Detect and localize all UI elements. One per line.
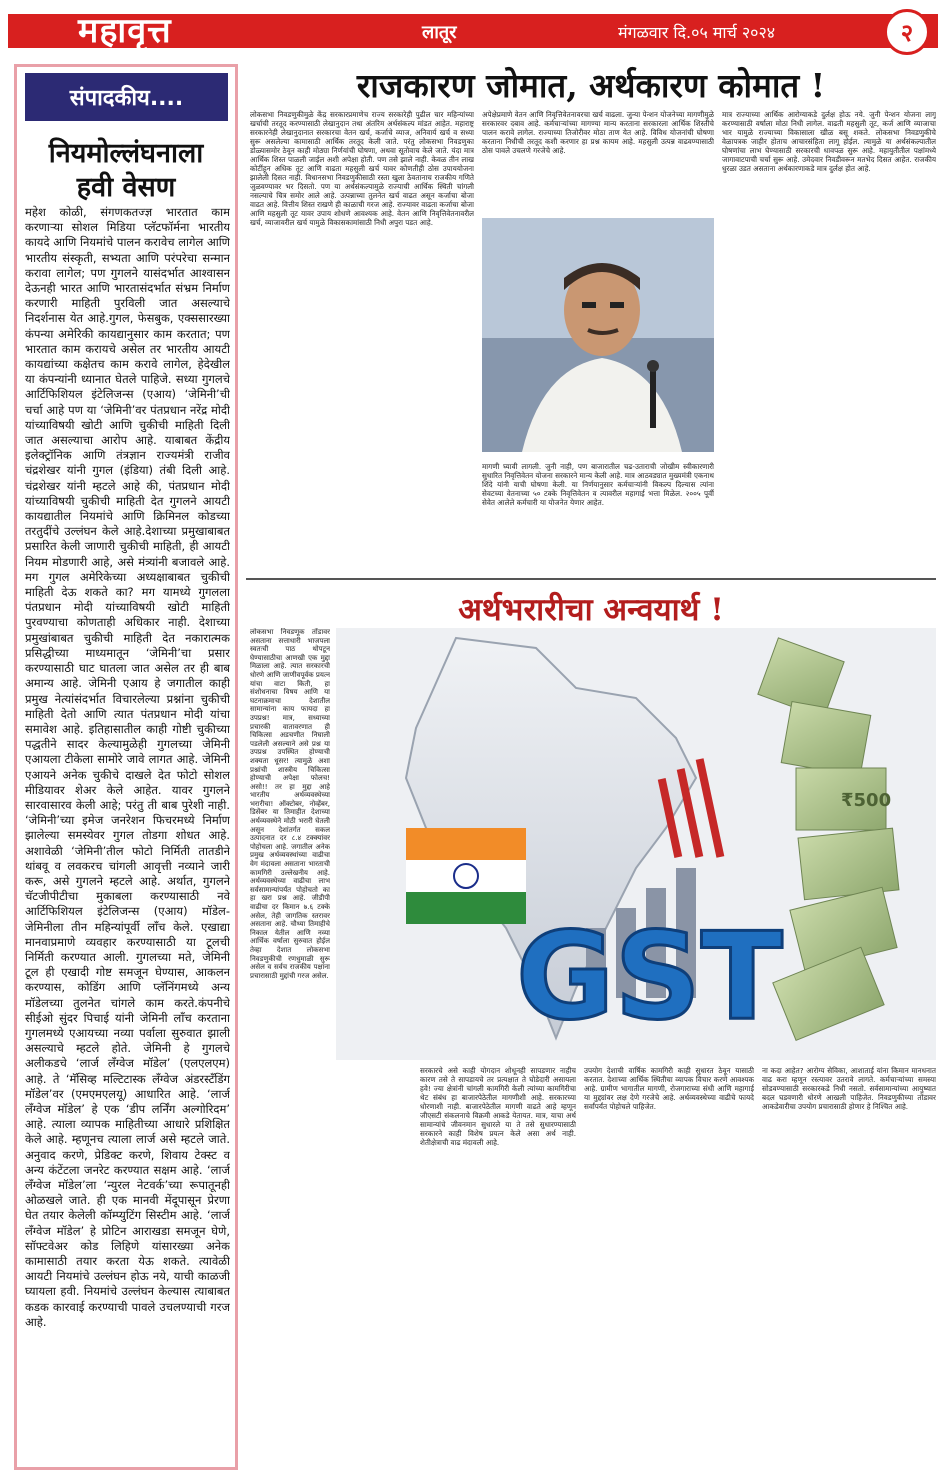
story1-col3: मात्र राज्याच्या आर्थिक आरोग्याकडे दुर्लक्ष होऊ नये. जुनी पेन्शन योजना लागू करण्यासाठी वर्षाला मोठा निधी लागेल. वाढती महसुली तूट, कर्ज आणि व्याजाचा भार यामुळे राज्याच्या विकासाला खीळ बसू शकते. लोकसभा निवडणुकीचे वेळापत्रक जाहीर होताच आचारसंहिता लागू होईल. त्यामुळे या अर्थसंकल्पातील घोषणांचा लाभ घेण्यासाठी सरकारची धावपळ सुरू आहे. महायुतीतील पक्षांमध्ये जागावाटपाची चर्चा सुरू आहे. उमेदवार निवडीवरून मतभेद दिसत आहेत. राजकीय धुरळा उडत असताना अर्थकारणाकडे मात्र दुर्लक्ष होत आहे. — [722, 110, 936, 173]
story1-col2-lower: मागणी घ्यावी लागली. जुनी नाही, पण बाजारातील चढ-उताराची जोखीम स्वीकारणारी सुधारित निवृत्तिवेतन योजना सरकारने मान्य केली आहे. मात्र आठवड्यात मुख्यमंत्री एकनाथ शिंदे यांनी याची घोषणा केली. या निर्णयानुसार कर्मचार्‍यांनी विकल्प दिल्यास त्यांना सेवटच्या वेतनाच्या ५० टक्के निवृत्तिवेतन व त्यावरील महागाई भत्ता मिळेल. २००५ पूर्वी सेवेत आलेले कर्मचारी या योजनेत येणार आहेत. — [482, 462, 714, 507]
gst-letters: GST — [516, 908, 783, 1047]
gst-india-map-icon — [336, 628, 936, 1060]
page-number: २ — [884, 9, 930, 55]
paper-name: महावृत्त — [78, 11, 172, 51]
story1-col1: लोकसभा निवडणुकीमुळे केंद्र सरकारप्रमाणेच राज्य सरकारेही पुढील चार महिन्यांच्या खर्चाची तरतूद करण्यासाठी लेखानुदान तथा अंतरिम अर्थसंकल्प मांडत आहेत. महाराष्ट्र सरकारनेही लेखानुदानात सरकारचा वेतन खर्च, कर्जाचे व्याज, अनिवार्य खर्च व सध्या सुरू असलेल्या कामासाठी आर्थिक तरतूद केली जाते. परंतु लोकसभा निवडणुका डोळ्यासमोर ठेवून काही मोठ्या निर्णयांची घोषणा, अथवा सूतोवाच केले जाते. यंदा मात्र आर्थिक शिस्त पाळली जाईल अशी अपेक्षा होती. पण तसे झाले नाही. केवळ तीन लाख कोटींहून अधिक तूट आणि वाढता महसुली खर्च यावर कोणतीही ठोस उपाययोजना झालेली दिसत नाही. विधानसभा निवडणुकीसाठी रस्ता खुला ठेवतानाच राजकीय गणिते जुळवण्यावर भर दिसतो. पण या अर्थसंकल्पामुळे राज्याची आर्थिक स्थिती चांगली नसल्याचे चित्र समोर आले आहे. उत्पन्नाच्या तुलनेत खर्च वाढत असून कर्जाचा बोजा वाढत आहे. वित्तीय शिस्त राखणे ही काळाची गरज आहे. राज्यावर वाढता कर्जाचा बोजा आणि महसुली तूट यावर उपाय शोधणे आवश्यक आहे. वेतन आणि निवृत्तिवेतनावरील खर्च, व्याजावरील खर्च यामुळे विकासकामांसाठी निधी अपुरा पडत आहे. — [250, 110, 474, 227]
edition-city: लातूर — [422, 22, 457, 43]
story2-col1: लोकसभा निवडणूक तोंडावर असताना सत्ताधारी भाजपला स्वतःची पाठ थोपटून घेण्यासाठीचा आणखी एक मुद्दा मिळाला आहे. त्यात सरकारची धोरणे आणि जाणीवपूर्वक प्रयत्न यांचा वाटा किती, हा संशोधनाचा विषय आणि या घटनाक्रमाचा देशातील सामान्यांना काय फायदा हा उपप्रश्न! मात्र, सध्याच्या प्रचारकी वातावरणात ही चिकित्सा अडचणीत निघाली पडलेली असल्याने असे प्रश्न या उपप्रश्न उपस्थित होण्याची शक्यता धूसर! त्यामुळे अशा प्रश्नांची शास्त्रीय चिकित्सा होण्याची अपेक्षा फोलच! असो!! तर हा मुद्दा आहे भारतीय अर्थव्यवस्थेच्या भरारीचा! ऑक्टोबर, नोव्हेंबर, डिसेंबर या तिमाहीत देशाच्या अर्थव्यवस्थेने मोठी भरारी घेतली असून देशांतर्गत सकल उत्पादनात दर ८.४ टक्क्यांवर पोहोचला आहे. जगातील अनेक प्रमुख अर्थव्यवस्थांच्या वाढीचा वेग मंदावला असताना भारताची कामगिरी उल्लेखनीय आहे. अर्थव्यवस्थेच्या वाढीचा लाभ सर्वसामान्यांपर्यंत पोहोचतो का हा खरा प्रश्न आहे. जीडीपी वाढीचा दर किमान ७.६ टक्के असेल, तेही जागतिक स्तरावर असताना आहे. चौथ्या तिमाहीचे निकाल येतील आणि नव्या आर्थिक वर्षाला सुरुवात होईल तेव्हा देशात लोकसभा निवडणुकीची रणधुमाळी सुरू असेल व सर्वच राजकीय पक्षांना प्रचारासाठी मुद्दांची गरज असेल. — [250, 628, 330, 980]
editorial-headline — [21, 137, 231, 205]
editorial-body: महेश कोळी, संगणकतज्ज्ञ भारतात काम करणार्‍या सोशल मिडिया प्लॅटफॉर्मना भारतीय कायदे आणि नियमांचे पालन करावेच लागेल आणि भारतीय संस्कृती, सभ्यता आणि परंपरेचा सन्मान करावा लागेल; पण गुगलने यासंदर्भात आश्वासन देऊनही भारत आणि भारतासंदर्भात संभ्रम निर्माण करणारी माहिती पुरविली जात असल्याचे निदर्शनास येत आहे.गुगल, फेसबुक, एक्ससारख्या कंपन्या अमेरिकी कायद्यानुसार काम करतात; पण भारतात काम करायचे असेल तर भारतीय आयटी कायद्यांच्या कक्षेतच काम करावे लागेल, हेदेखील या कंपन्यांनी ध्यानात घेतले पाहिजे. सध्या गुगलचे आर्टिफिशियल इंटेलिजन्स (एआय) ‘जेमिनी’ची चर्चा आहे पण या ‘जेमिनी’वर पंतप्रधान नरेंद्र मोदी यांच्याविषयी खोटी आणि चुकीची माहिती दिली जात असल्याचा आरोप आहे. याबाबत केंद्रीय इलेक्ट्रॉनिक आणि तंत्रज्ञान राज्यमंत्री राजीव चंद्रशेखर यांनी गुगल (इंडिया) तंबी दिली आहे. चंद्रशेखर यांनी म्हटले आहे की, पंतप्रधान मोदी यांच्याविषयी चुकीची माहिती देत गुगलने आयटी कायद्यातील नियमांचे आणि क्रिमिनल कोडच्या तरतुदींचे उल्लंघन केले आहे.देशाच्या प्रमुखाबाबत प्रसारित केली जाणारी चुकीची माहिती, ही आयटी नियम मोडणारी आहे, असे मंत्र्यांनी बजावले आहे. मग गुगल अमेरिकेच्या अध्यक्षाबाबत चुकीची माहिती देऊ शकते का? मग यामध्ये गुगलला पंतप्रधान मोदी यांच्याविषयी खोटी माहिती पुरवण्याचा कोणताही अधिकार नाही. देशाच्या प्रमुखांबाबत चुकीची माहिती देत नकारात्मक प्रसिद्धीच्या माध्यमातून ‘जेमिनी’चा प्रसार करण्यासाठी घाट घातला जात असेल तर ही बाब अमान्य आहे. जेमिनी एआय हे जगातील काही प्रमुख नेत्यांसंदर्भात विचारलेल्या प्रश्नांना चुकीची माहिती देतो आणि त्यात पंतप्रधान मोदी यांचा समावेश आहे. इतिहासातील काही गोष्टी चुकीच्या पद्धतीने सादर केल्यामुळेही गुगलच्या जेमिनी एआयला टीकेला सामोरे जावे लागत आहे. जेमिनी एआयने अनेक चुकीचे दाखले देत फोटो सोशल मीडियावर शेअर केले आहेत. यावर गुगलने सारवासारव केली आहे; परंतु ती बाब पुरेशी नाही. ‘जेमिनी’च्या इमेज जनरेशन फिचरमध्ये निर्माण झालेल्या समस्येवर गुगल तोडगा शोधत आहे. अशावेळी ‘जेमिनी’तील फोटो निर्मिती तातडीने थांबवू व लवकरच चांगली आवृत्ती नव्याने जारी करू, असे गुगलने म्हटले आहे. अर्थात, गुगलने चॅटजीपीटीचा मुकाबला करण्यासाठी नवे आर्टिफिशियल इंटेलिजन्स (एआय) मॉडेल-जेमिनीला तीन महिन्यांपूर्वी लॉंच केले. एखाद्या मानवाप्रमाणे व्यवहार करण्यासाठी या टूलची निर्मिती करण्यात आली. गुगलच्या मते, जेमिनी टूल ही एखादी गोष्ट समजून घेण्यास, आकलन करण्यास, कोडिंग आणि प्लॅनिंगमध्ये अन्य मॉडेलच्या तुलनेत चांगले काम करते.कंपनीचे सीईओ सुंदर पिचाई यांनी जेमिनी लॉंच करताना गुगलमध्ये एआयच्या नव्या पर्वाला सुरुवात झाली असल्याचे म्हटले होते. जेमिनी हे गुगलचे अलीकडचे ‘लार्ज लॅंग्वेज मॉडेल’ (एलएलएम) आहे. ते ‘मॅसिव्ह मल्टिटास्क लॅंग्वेज अंडरस्टॅंडिंग मॉडेल’वर (एमएमएलयू) आधारित आहे. ‘लार्ज लॅंग्वेज मॉडेल’ हे एक ‘डीप लर्निंग अल्गोरिदम’ आहे. त्याला व्यापक माहितीच्या आधारे प्रशिक्षित केले आहे. म्हणूनच त्याला लार्ज असे म्हटले जाते. अनुवाद करणे, प्रेडिक्ट करणे, शिवाय टेक्स्ट व अन्य कंटेंटला जनरेट करण्यात सक्षम आहे. ‘लार्ज लॅंग्वेज मॉडेल’ला ‘न्युरल नेटवर्क’च्या रूपातूनही ओळखले जाते. ही एक मानवी मेंदूपासून प्रेरणा घेत तयार केलेली कॉम्प्युटिंग सिस्टीम आहे. ‘लार्ज लॅंग्वेज मॉडेल’ हे प्रोटिन आराखडा समजून घेणे, सॉफ्टवेअर कोड लिहिणे यांसारख्या अनेक कामासाठी तयार करता येऊ शकते. त्यावेळी आयटी नियमांचे उल्लंघन होऊ नये, याची काळजी घ्यायला हवी. नियमांचे उल्लंघन केल्यास त्याबाबत कडक कारवाई करण्याची पावले उचलण्याची गरज आहे. — [25, 205, 230, 1329]
story1-col2: अपेक्षेप्रमाणे वेतन आणि निवृत्तिवेतनावरचा खर्च वाढला. जुन्या पेन्शन योजनेच्या मागणीमुळे सरकारवर दबाव आहे. कर्मचार्‍यांच्या मागण्या मान्य करताना सरकारला आर्थिक शिस्तीचे पालन करावे लागेल. राज्याच्या तिजोरीवर मोठा ताण येत आहे. विविध योजनांची घोषणा करताना निधीची तरतूद कशी करणार हा प्रश्न कायम आहे. महसुली उत्पन्न वाढवण्यासाठी ठोस पावले उचलणे गरजेचे आहे. — [482, 110, 714, 155]
editorial-column — [14, 64, 238, 1470]
story2-col2: सरकारचे असे काही योगदान शोधूनही सापडणार नाहीच कारण तसे ते सापडायचे तर प्रत्यक्षात ते घोडेदारी असायला हवे! ज्या क्षेत्रांनी चांगली कामगिरी केली त्यांच्या कामगिरीचा थेट संबंध हा बाजारपेठेतील मागणीशी आहे. सरकारच्या धोरणाशी नाही. बाजारपेठेतील मागणी वाढते आहे म्हणून जीएसटी संकलनाचे विक्रमी आकडे येतायत. मात्र, याचा अर्थ सामान्यांचे जीवनमान सुधारले या ते तसे सुधारण्यासाठी सरकारने काही विशेष प्रयत्न केले असा अर्थ नाही. शेतीक्षेत्राची वाढ मंदावली आहे. — [420, 1066, 576, 1147]
story2-headline: अर्थभरारीचा अन्वयार्थ ! — [458, 592, 724, 628]
politician-photo — [482, 218, 714, 452]
gst-illustration — [336, 628, 936, 1060]
story1-headline: राजकारण जोमात, अर्थकारण कोमात ! — [356, 66, 826, 105]
story-divider — [246, 578, 936, 580]
story2-col4: ना कदा आहेत? आरोग्य सेविका, आशाताई यांना किमान मानधनात वाढ करा म्हणून रस्त्यावर उतरावे लागते. कर्मचार्‍यांच्या समस्या सोडवण्यासाठी सरकारकडे निधी नसतो. सर्वसामान्यांच्या आयुष्यात बदल घडवणारी धोरणे आखली पाहिजेत. निवडणुकीच्या तोंडावर आकडेवारीचा उपयोग प्रचारासाठी होणार हे निश्चित आहे. — [762, 1066, 936, 1111]
note-denomination-label: ₹500 — [841, 790, 892, 811]
politician-figure-icon — [482, 218, 714, 452]
editorial-headline-line2: हवी वेसण — [76, 172, 176, 203]
story2-col3: उपयोग देशाची वार्षिक कामगिरी काही सुधारत ठेवून यासाठी करतात. देशाच्या आर्थिक स्थितीचा व्यापक विचार करणे आवश्यक आहे. ग्रामीण भागातील मागणी, रोजगाराच्या संधी आणि महागाई या मुद्द्यांवर लक्ष देणे गरजेचे आहे. अर्थव्यवस्थेच्या वाढीचे फायदे सर्वांपर्यंत पोहोचले पाहिजेत. — [584, 1066, 754, 1111]
editorial-label: संपादकीय.... — [25, 73, 228, 121]
masthead — [8, 11, 938, 51]
dateline: मंगळवार दि.०५ मार्च २०२४ — [618, 23, 776, 42]
editorial-headline-line1: नियमोल्लंघनाला — [48, 138, 204, 169]
